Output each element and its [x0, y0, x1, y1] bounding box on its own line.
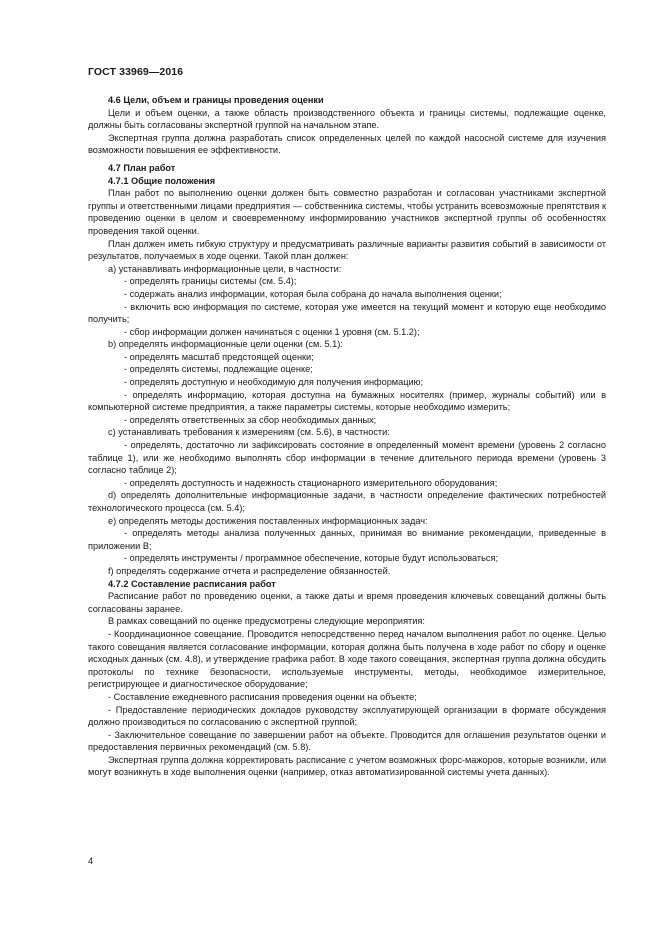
- list-item: а) устанавливать информационные цели, в частности:: [108, 263, 342, 274]
- section-4-7-2-heading: 4.7.2 Составление расписания работ: [108, 578, 276, 589]
- list-item: е) определять методы достижения поставленных информационных задач:: [108, 515, 428, 526]
- list-item: - Предоставление периодических докладов руководству эксплуатирующей организации в формате обсуждения должно производиться по согласованию с экспертной группой;: [88, 704, 606, 728]
- list-subitem: - содержать анализ информации, которая была собрана до начала выполнения оценки;: [124, 288, 502, 299]
- list-subitem: - определять доступную и необходимую для получения информацию;: [124, 377, 424, 388]
- document-body: [88, 94, 606, 779]
- list-subitem: - определять информацию, которая доступна на бумажных носителях (пример, журналы событий) или в компьютерной системе предприятия, а также параметры системы, которые необходимо измерить;: [88, 389, 606, 413]
- list-subitem: - включить всю информация по системе, которая уже имеется на текущий момент и которую еще необходимо получить;: [88, 301, 606, 325]
- paragraph: План работ по выполнению оценки должен быть совместно разработан и согласован участниками экспертной группы и ответственными лицами предприятия — собственника системы, чтобы устранить всевозможные препятствия к проведению оценки в целом и своевременному информированию участников экспертной группы об особенностях проведения такой оценки.: [88, 188, 606, 236]
- list-item: d) определять дополнительные информационные задачи, в частности определение фактических потребностей технологического процесса (см. 5.4);: [88, 490, 606, 513]
- page-number: 4: [88, 856, 94, 866]
- section-4-6-heading: 4.6 Цели, объем и границы проведения оценки: [108, 95, 324, 105]
- list-item: - Координационное совещание. Проводится непосредственно перед началом выполнения работ по оценке. Целью такого совещания является согласование информации, которая должна быть получена в ходе работ по сбору и оценке исходных данных (см. 4.8), и утверждение графика работ. В ходе такого совещания, экспертная группа должна обсудить протоколы по технике безопасности, используемые инструменты, методы, необходимое измерительное, регистрирующее и диагностическое оборудование;: [88, 628, 606, 690]
- paragraph: В рамках совещаний по оценке предусмотрены следующие мероприятия:: [108, 616, 425, 627]
- list-subitem: - определять инструменты / программное обеспечение, которые будут использоваться;: [124, 553, 499, 564]
- list-item: f) определять содержание отчета и распределение обязанностей.: [108, 565, 391, 576]
- paragraph: План должен иметь гибкую структуру и предусматривать различные варианты развития событий в зависимости от результатов, получаемых в ходе оценки. Такой план должен:: [88, 238, 606, 262]
- list-subitem: - определять масштаб предстоящей оценки;: [124, 351, 314, 362]
- list-subitem: - определять доступность и надежность стационарного измерительного оборудования;: [124, 477, 498, 488]
- list-item: - Составление ежедневного расписания проведения оценки на объекте;: [108, 691, 417, 702]
- list-subitem: - определять методы анализа полученных данных, принимая во внимание рекомендации, приведенные в приложении В;: [88, 528, 606, 551]
- list-item: b) определять информационные цели оценки (см. 5.1):: [108, 339, 343, 350]
- list-subitem: - определять системы, подлежащие оценке;: [124, 364, 313, 375]
- section-4-7-heading: 4.7 План работ: [108, 162, 176, 173]
- list-subitem: - определять ответственных за сбор необходимых данных;: [124, 414, 377, 425]
- paragraph: Экспертная группа должна корректировать расписание с учетом возможных форс-мажоров, которые возникли, или могут возникнуть в ходе выполнения оценки (например, отказ автоматизированной системы учета данных).: [88, 754, 606, 778]
- list-subitem: - сбор информации должен начинаться с оценки 1 уровня (см. 5.1.2);: [124, 326, 420, 337]
- list-subitem: - определять границы системы (см. 5.4);: [124, 276, 297, 287]
- list-subitem: - определять, достаточно ли зафиксировать состояние в определенный момент времени (уровень 2 согласно таблице 1), или же необходимо выполнять сбор информации в течение длительного периода времени (уровень 3 согласно таблице 2);: [88, 440, 606, 476]
- document-code: ГОСТ 33969—2016: [88, 66, 184, 78]
- list-item: с) устанавливать требования к измерениям (см. 5.6), в частности:: [108, 427, 390, 438]
- list-item: - Заключительное совещание по завершении работ на объекте. Проводится для оглашения результатов оценки и предоставления первичных рекомендаций (см. 5.8).: [88, 729, 606, 753]
- paragraph: Расписание работ по проведению оценки, а также даты и время проведения ключевых совещаний должны быть согласованы заранее.: [88, 591, 606, 614]
- paragraph: Экспертная группа должна разработать список определенных целей по каждой насосной системе для изучения возможности повышения ее эффективности.: [88, 132, 606, 156]
- section-4-7-1-heading: 4.7.1 Общие положения: [108, 175, 216, 186]
- paragraph: Цели и объем оценки, а также область производственного объекта и границы системы, подлежащие оценке, должны быть согласованы экспертной группой на начальном этапе.: [88, 107, 606, 131]
